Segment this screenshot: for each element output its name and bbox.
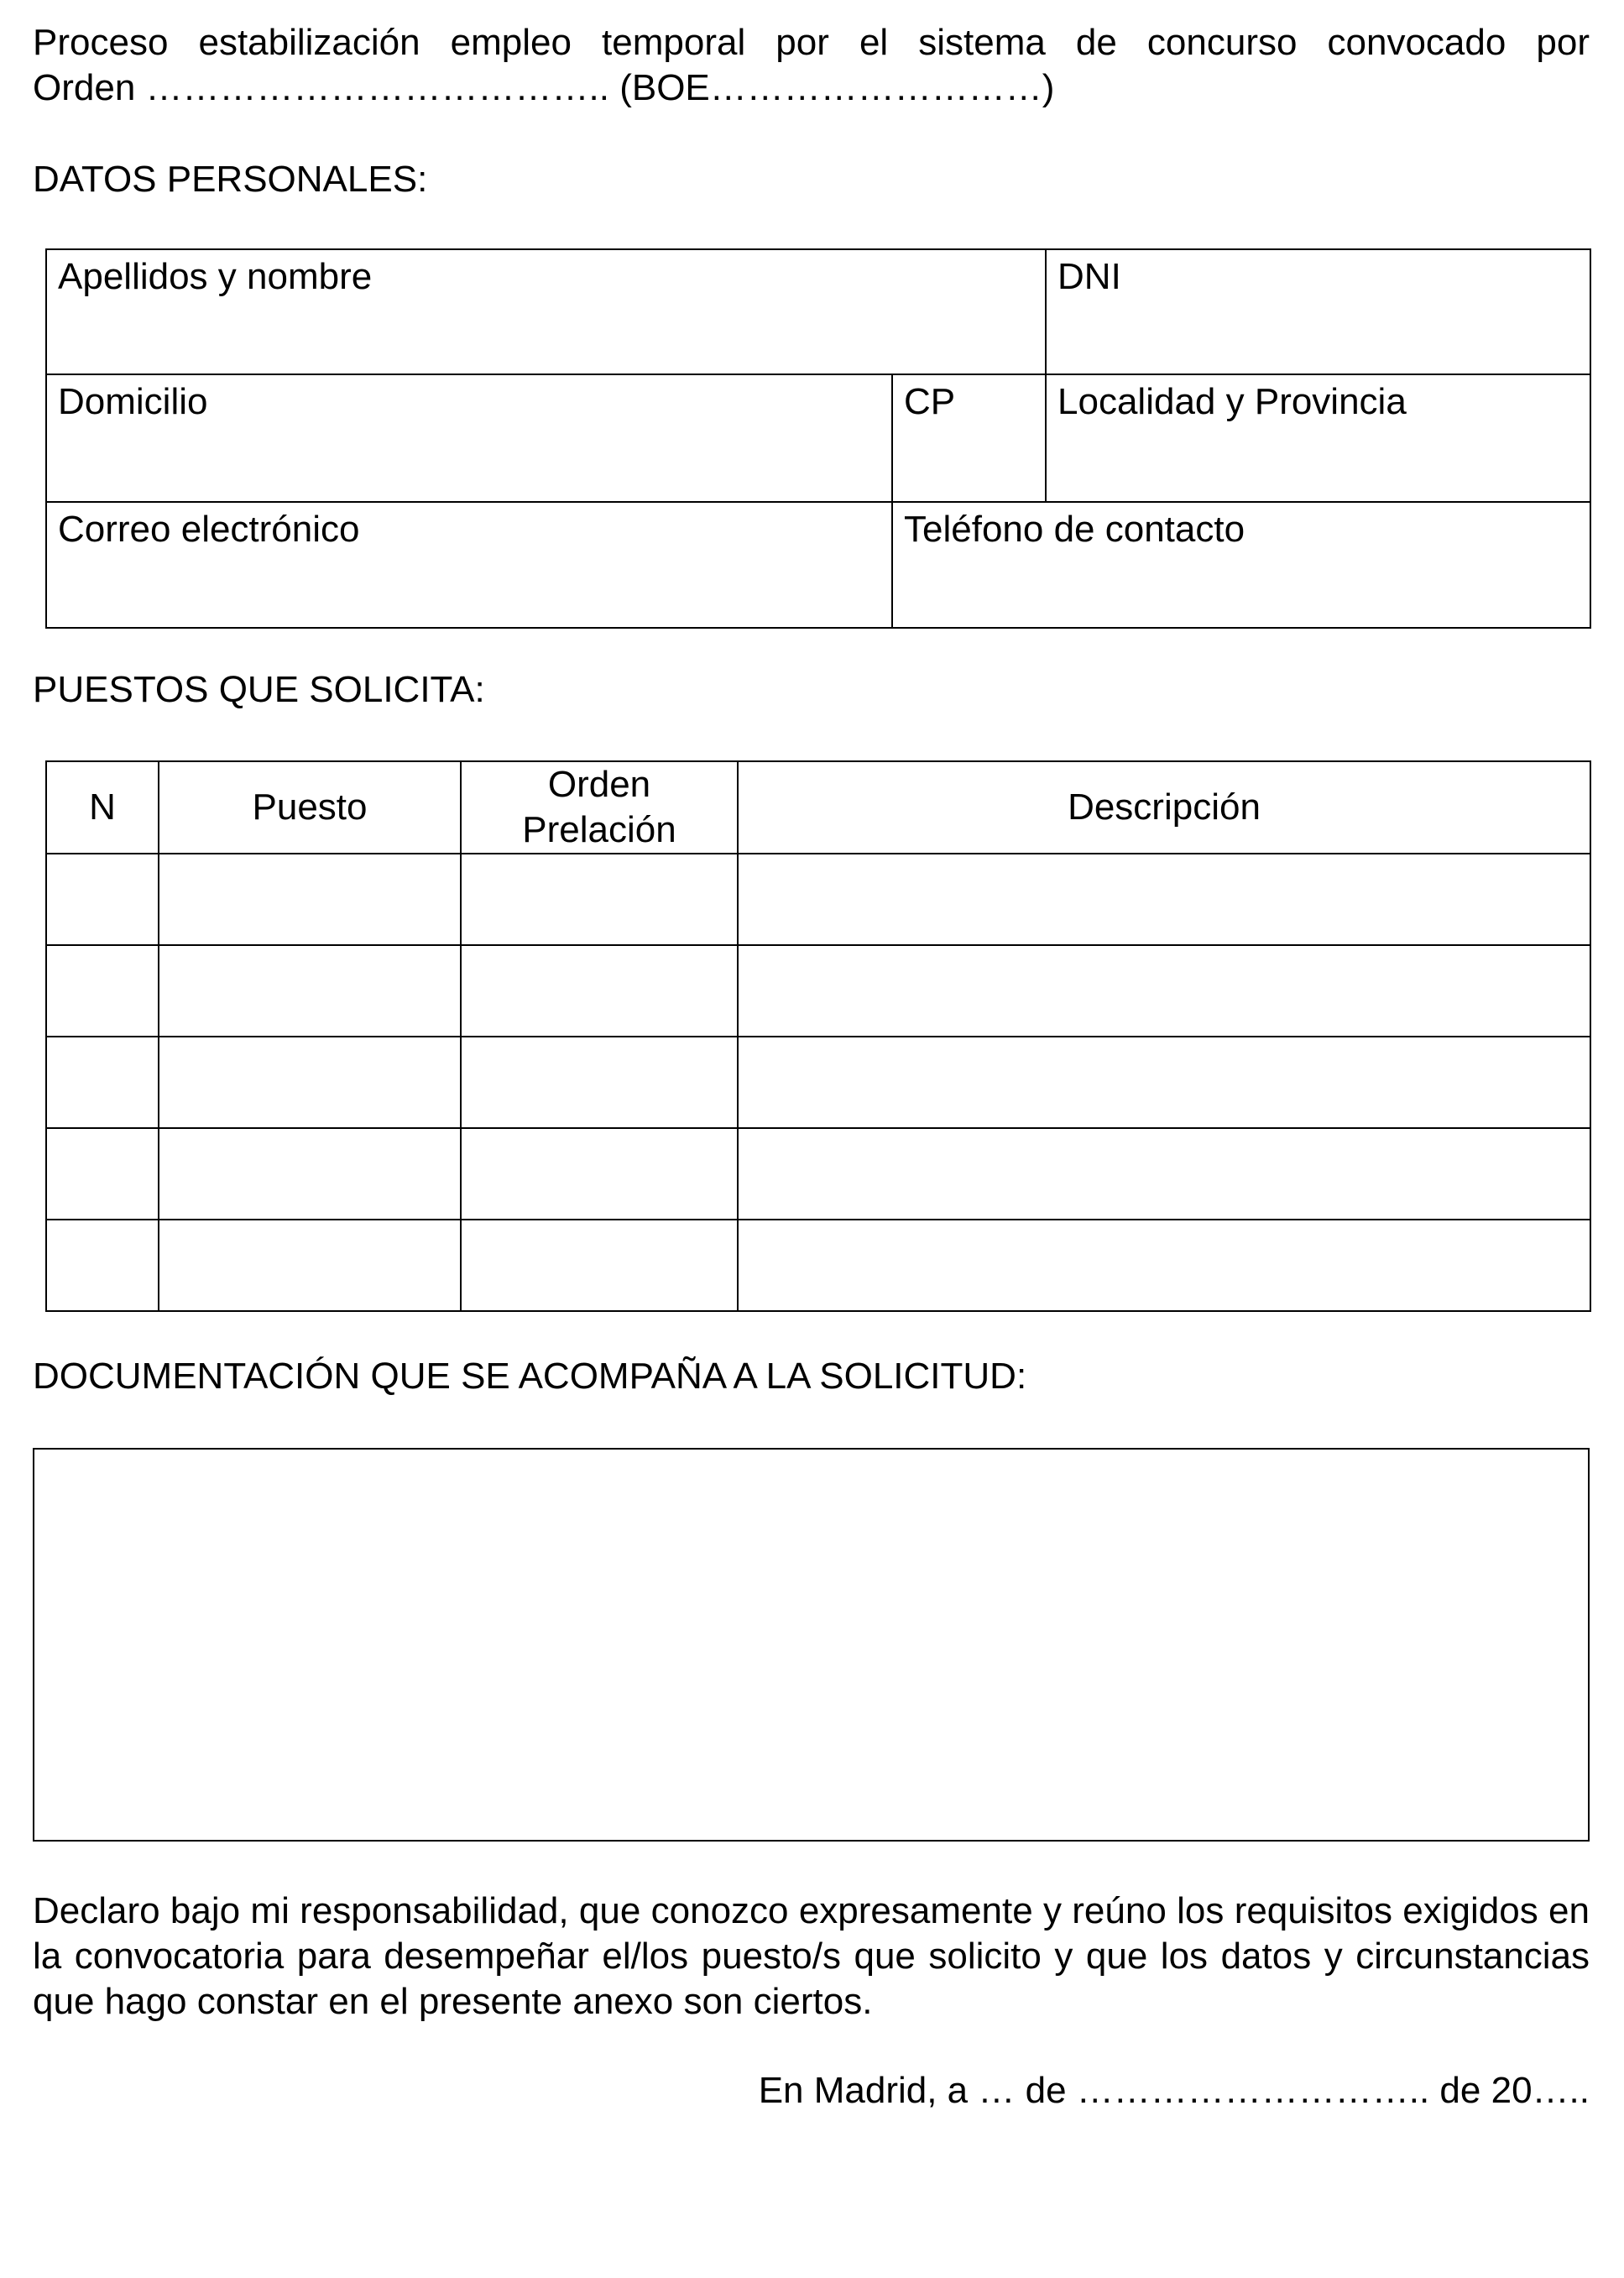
cell-descripcion[interactable] <box>738 1220 1590 1311</box>
telefono-field[interactable] <box>892 502 1590 628</box>
cell-orden-prelacion[interactable] <box>461 945 738 1037</box>
orden-prelacion-line-2: Prelación <box>522 809 676 850</box>
dni-label: DNI <box>1057 256 1121 297</box>
cell-puesto[interactable] <box>159 1037 461 1128</box>
cell-n[interactable] <box>46 854 159 945</box>
datos-personales-heading: DATOS PERSONALES: <box>33 159 428 200</box>
telefono-label: Teléfono de contacto <box>904 509 1245 550</box>
puestos-header-row <box>46 761 1590 854</box>
cell-orden-prelacion[interactable] <box>461 854 738 945</box>
column-header-orden-prelacion <box>461 761 738 854</box>
cell-descripcion[interactable] <box>738 945 1590 1037</box>
place-date-line: En Madrid, a … de ……………………….. de 20….. <box>758 2070 1590 2111</box>
column-header-puesto: Puesto <box>159 761 461 854</box>
orden-prelacion-line-1: Orden <box>547 764 651 805</box>
apellidos-nombre-field[interactable] <box>46 249 1046 374</box>
table-row <box>46 1220 1590 1311</box>
cp-label: CP <box>904 381 956 422</box>
intro-paragraph <box>33 20 1590 111</box>
datos-personales-table <box>45 248 1591 629</box>
correo-field[interactable] <box>46 502 892 628</box>
localidad-provincia-field[interactable] <box>1046 374 1590 502</box>
cell-n[interactable] <box>46 1037 159 1128</box>
cell-puesto[interactable] <box>159 854 461 945</box>
correo-label: Correo electrónico <box>58 509 360 550</box>
cell-n[interactable] <box>46 1128 159 1220</box>
puestos-heading: PUESTOS QUE SOLICITA: <box>33 669 485 710</box>
table-row <box>46 1128 1590 1220</box>
cell-n[interactable] <box>46 1220 159 1311</box>
cp-field[interactable] <box>892 374 1046 502</box>
table-row <box>46 1037 1590 1128</box>
cell-orden-prelacion[interactable] <box>461 1128 738 1220</box>
documentacion-box[interactable] <box>33 1448 1590 1842</box>
table-row <box>46 945 1590 1037</box>
intro-line-1: Proceso estabilización empleo temporal por el sistema de concurso convocado por <box>33 22 1590 63</box>
cell-descripcion[interactable] <box>738 854 1590 945</box>
cell-orden-prelacion[interactable] <box>461 1220 738 1311</box>
documentacion-heading: DOCUMENTACIÓN QUE SE ACOMPAÑA A LA SOLICITUD: <box>33 1356 1027 1397</box>
cell-puesto[interactable] <box>159 1220 461 1311</box>
cell-puesto[interactable] <box>159 945 461 1037</box>
cell-orden-prelacion[interactable] <box>461 1037 738 1128</box>
puestos-table <box>45 760 1591 1312</box>
cell-descripcion[interactable] <box>738 1128 1590 1220</box>
declaration-text: Declaro bajo mi responsabilidad, que conozco expresamente y reúno los requisitos exigidos en la convocatoria para desempeñar el/los puesto/s que solicito y que los datos y circunstancias que hago constar en el presente anexo son ciertos. <box>33 1890 1590 2022</box>
table-row <box>46 854 1590 945</box>
column-header-descripcion: Descripción <box>738 761 1590 854</box>
localidad-provincia-label: Localidad y Provincia <box>1057 381 1407 422</box>
column-header-n: N <box>46 761 159 854</box>
dni-field[interactable] <box>1046 249 1590 374</box>
cell-n[interactable] <box>46 945 159 1037</box>
domicilio-label: Domicilio <box>58 381 208 422</box>
domicilio-field[interactable] <box>46 374 892 502</box>
cell-descripcion[interactable] <box>738 1037 1590 1128</box>
intro-line-2: Orden ……………………………….. (BOE………………………) <box>33 67 1055 108</box>
apellidos-nombre-label: Apellidos y nombre <box>58 256 373 297</box>
cell-puesto[interactable] <box>159 1128 461 1220</box>
